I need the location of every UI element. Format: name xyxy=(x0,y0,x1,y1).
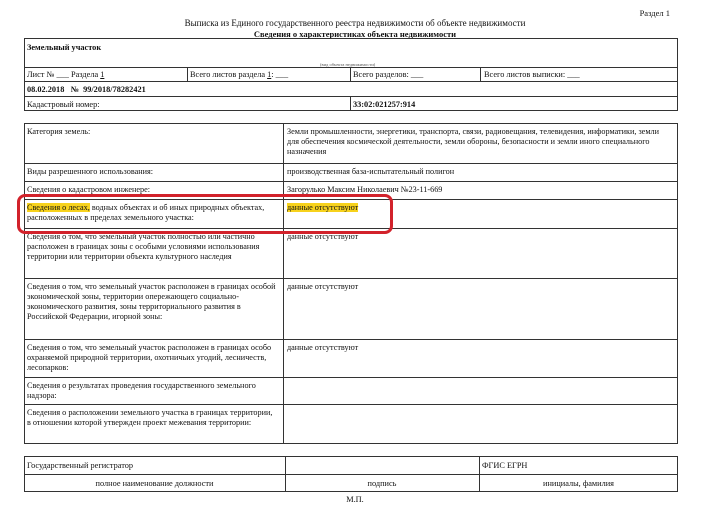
cadastral-engineer-label: Сведения о кадастровом инженере: xyxy=(27,185,151,194)
object-type: Земельный участок xyxy=(27,43,102,52)
cadastral-label: Кадастровый номер: xyxy=(27,100,100,109)
caption-name: инициалы, фамилия xyxy=(543,479,614,488)
stamp-label: М.П. xyxy=(346,495,364,504)
protected-area-label: Сведения о том, что земельный участок расположен в границах особо охраняемой природной территории, охотничьих угодий, лесничеств, лесопарков: xyxy=(27,343,272,372)
cadastral-engineer-value: Загорулько Максим Николаевич №23-11-669 xyxy=(287,185,443,194)
special-zone-value: данные отсутствуют xyxy=(287,232,359,241)
document-title: Выписка из Единого государственного реестра недвижимости об объекте недвижимости xyxy=(184,18,526,28)
annotation-rectangle xyxy=(17,194,393,234)
object-type-caption: (вид объекта недвижимости) xyxy=(320,62,376,67)
registrar-position: Государственный регистратор xyxy=(27,461,134,470)
sheets-in-section: Всего листов раздела 1: ___ xyxy=(190,70,289,79)
land-supervision-label: Сведения о результатах проведения государственного земельного надзора: xyxy=(27,381,256,400)
permitted-use-value: производственная база-испытательный полигон xyxy=(287,167,455,176)
cadastral-number: 33:02:021257:914 xyxy=(353,100,416,109)
forests-highlight: Сведения о лесах, xyxy=(27,203,90,212)
protected-area-value: данные отсутствуют xyxy=(287,343,359,352)
extract-date-number: 08.02.2018 № 99/2018/78282421 xyxy=(27,85,146,94)
section-label: Раздел 1 xyxy=(639,8,670,18)
forests-label: Сведения о лесах, водных объектах и об иных природных объектах, расположенных в пределах земельного участка: xyxy=(27,203,265,222)
document-subtitle: Сведения о характеристиках объекта недвижимости xyxy=(253,29,457,39)
economic-zone-label: Сведения о том, что земельный участок расположен в границах особой экономической зоны, территории опережающего социально-экономического развития, зоны территориального развития в Российской Федерации, игорной зоны: xyxy=(27,282,276,321)
forests-value: данные отсутствуют xyxy=(287,203,359,212)
special-zone-label: Сведения о том, что земельный участок полностью или частично расположен в границах зоны с особыми условиями использования территории или территории объекта культурного наследия xyxy=(27,232,260,261)
registrar-name: ФГИС ЕГРН xyxy=(482,461,528,470)
extract-sheets: Всего листов выписки: ___ xyxy=(484,70,580,79)
land-survey-label: Сведения о расположении земельного участка в границах территории, в отношении которой утвержден проект межевания территории: xyxy=(27,408,273,427)
caption-signature: подпись xyxy=(367,479,397,488)
sections-total: Всего разделов: ___ xyxy=(353,70,424,79)
economic-zone-value: данные отсутствуют xyxy=(287,282,359,291)
caption-position: полное наименование должности xyxy=(95,479,214,488)
land-category-label: Категория земель: xyxy=(27,127,91,136)
land-category-value: Земли промышленности, энергетики, транспорта, связи, радиовещания, телевидения, информатики, земли для обеспечения космической деятельности, земли обороны, безопасности и земли иного специального назначения xyxy=(287,127,659,156)
permitted-use-label: Виды разрешенного использования: xyxy=(27,167,154,176)
sheet-number: Лист № ___ Раздела 1 xyxy=(27,70,105,79)
